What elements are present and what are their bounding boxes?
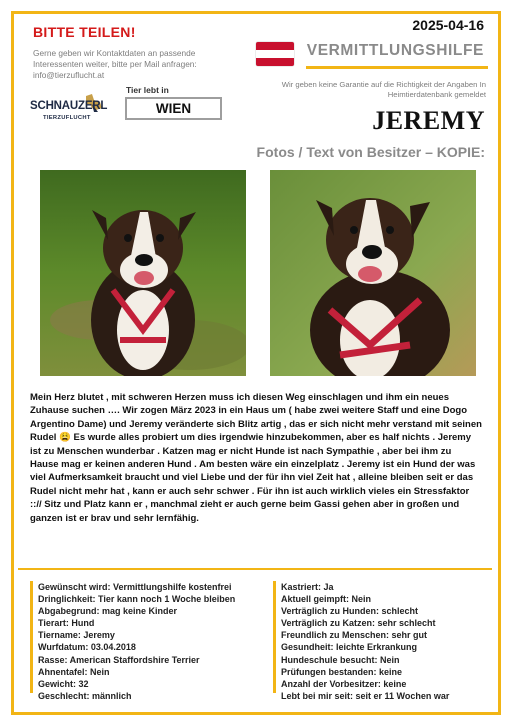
detail-line: Prüfungen bestanden: keine [281,666,403,677]
photos-title: Fotos / Text von Besitzer – KOPIE: [256,144,485,160]
category-underline [306,66,488,69]
detail-line: Aktuell geimpft: Nein [281,594,372,605]
detail-line: Rasse: American Staffordshire Terrier [38,654,200,665]
detail-line: Abgabegrund: mag keine Kinder [38,606,178,617]
animal-name: JEREMY [372,106,485,135]
share-heading: BITTE TEILEN! [33,24,136,40]
detail-line: Kastriert: Ja [281,582,334,592]
detail-line: Freundlich zu Menschen: sehr gut [281,630,428,641]
section-divider [18,568,492,570]
detail-line: Lebt bei mir seit: seit er 11 Wochen war [281,690,450,701]
dog-photo-1 [40,170,246,376]
detail-line: Verträglich zu Hunden: schlecht [281,606,419,617]
story-text: Mein Herz blutet , mit schweren Herzen muss ich diesen Weg einschlagen und ihm ein neues Zuhause suchen …. Wir zogen März 2023 in ein Haus um ( habe zwei weitere Staff und eine Dogo Argentino Dame) und Jeremy veränderte sich Blitz artig , das er sich nicht mehr verstand mit seinen Rudel 😩 Es wurde alles probiert um dies irgendwie hinzubekommen, aber es half nichts . Jeremy ist zu Menschen wunderbar . Katzen mag er nicht Hunde ist nach Sympathie , aber bei ihm zu Hause mag er keinen anderen Hund . Am besten wäre ein einzelplatz . Jeremy ist ein Hund der was viel Aufmerksamkeit braucht und viel Liebe und der für ihn viel Zeit hat , alleine bleiben seit er das Rudel nicht mehr hat , kann er auch sehr schwer . Für ihn ist auch wirklich vieles ein Stressfaktor ::// Sitz und Platz kann er , manchmal zieht er auch gerne beim Gassi gehen aber in großen und ganzen ist er brav und sehr lernfähig. [30,392,482,524]
contact-text: Gerne geben wir Kontaktdaten an passende Interessenten weiter, bitte per Mail anfragen: info@tierzuflucht.at [33,48,197,80]
detail-line: Gewicht: 32 [38,678,89,689]
category-title: VERMITTLUNGSHILFE [306,42,484,59]
detail-line: Tierart: Hund [38,618,95,629]
details-right [273,581,496,701]
detail-line: Ahnentafel: Nein [38,666,110,677]
detail-line: Hundeschule besucht: Nein [281,654,400,665]
disclaimer-text: Wir geben keine Garantie auf die Richtigkeit der Angaben In Heimtierdatenbank gemeldet [281,80,486,99]
detail-line: Geschlecht: männlich [38,690,132,701]
logo-subtext: TIERZUFLUCHT [43,115,91,121]
detail-line: Gewünscht wird: Vermittlungshilfe kostenfrei [38,582,232,592]
detail-line: Gesundheit: leichte Erkrankung [281,642,418,653]
dog-photo-2 [270,170,476,376]
detail-line: Anzahl der Vorbesitzer: keine [281,678,407,689]
details-left [30,581,268,701]
date-label: 2025-04-16 [412,17,484,33]
detail-line: Verträglich zu Katzen: sehr schlecht [281,618,436,629]
detail-line: Dringlichkeit: Tier kann noch 1 Woche bleiben [38,594,236,605]
detail-line: Tiername: Jeremy [38,630,115,641]
logo-text: SCHNAUZERL [30,100,108,112]
austria-flag-icon [256,42,294,66]
location-value: WIEN [125,97,222,120]
detail-line: Wurfdatum: 03.04.2018 [38,642,136,653]
location-label: Tier lebt in [126,85,169,95]
